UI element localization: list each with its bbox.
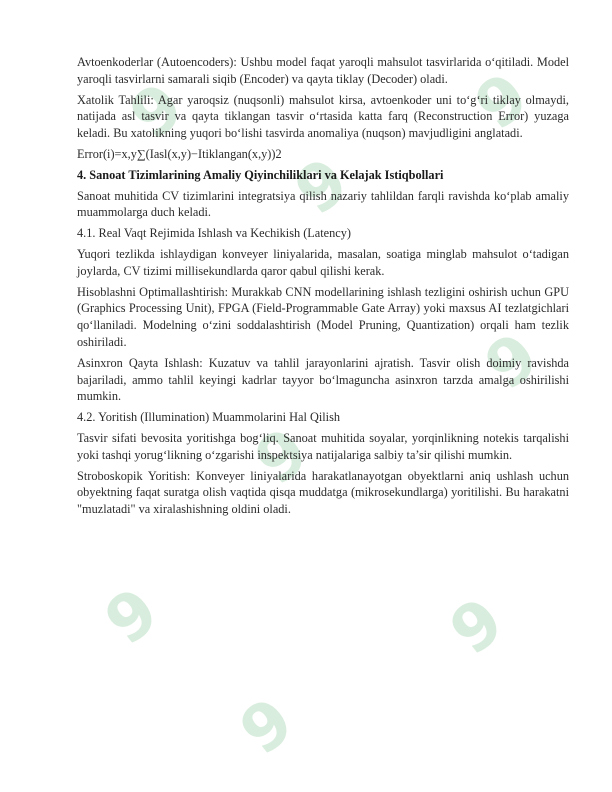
paragraph-section-intro: Sanoat muhitida CV tizimlarini integratsiya qilish nazariy tahlildan farqli ravishda ko‘plab amaliy muammolarga duch keladi.	[77, 188, 569, 220]
watermark-logo: 9	[281, 144, 363, 230]
watermark-logo: 9	[436, 584, 518, 670]
paragraph-image-quality: Tasvir sifati bevosita yoritishga bog‘liq. Sanoat muhitida soyalar, yorqinlikning notekis tarqalishi yoki tashqi yorug‘likning o‘zgarishi inspektsiya natijalariga salbiy ta’sir qilishi mumkin.	[77, 430, 569, 462]
paragraph-error-analysis: Xatolik Tahlili: Agar yaroqsiz (nuqsonli) mahsulot kirsa, avtoenkoder uni to‘g‘ri tiklay olmaydi, natijada asl tasvir va qayta tiklangan tasvir o‘rtasida katta farq (Reconstruction Error) yuzaga keladi. Bu xatolikning yuqori bo‘lishi tasvirda anomaliya (nuqson) mavjudligini anglatadi.	[77, 92, 569, 141]
watermark-logo: 9	[91, 574, 173, 660]
paragraph-strobe-lighting: Stroboskopik Yoritish: Konveyer liniyalarida harakatlanayotgan obyektlarni aniq ushlash uchun obyektning faqat suratga olish vaqtida qisqa muddatga (mikrosekundlarga) yoritilishi. Bu harakatni "muzlatadi" va xiralashishning oldini oladi.	[77, 468, 569, 517]
watermark-logo: 9	[461, 59, 543, 145]
subsection-heading-4-2: 4.2. Yoritish (Illumination) Muammolarini Hal Qilish	[77, 410, 341, 425]
watermark-logo: 9	[471, 319, 553, 405]
paragraph-autoencoders: Avtoenkoderlar (Autoencoders): Ushbu model faqat yaroqli mahsulot tasvirlarida o‘qitiladi. Model yaroqli tasvirlarni samarali siqib (Encoder) va qayta tiklay (Decoder) oladi.	[77, 55, 569, 86]
subsection-heading-4-1: 4.1. Real Vaqt Rejimida Ishlash va Kechikish (Latency)	[77, 226, 351, 241]
formula-reconstruction-error: Error(i)=x,y∑(Iasl(x,y)−Itiklangan(x,y))2	[77, 146, 282, 161]
paragraph-compute-optimization: Hisoblashni Optimallashtirish: Murakkab CNN modellarining ishlash tezligini oshirish uchun GPU (Graphics Processing Unit), FPGA (Field-Programmable Gate Array) yoki maxsus AI tezlatgichlari qo‘llaniladi. Modelning o‘zini soddalashtirish (Model Pruning, Quantization) orqali ham tezlik oshiriladi.	[77, 284, 569, 349]
watermark-logo: 9	[116, 69, 198, 155]
paragraph-conveyor-speed: Yuqori tezlikda ishlaydigan konveyer liniyalarida, masalan, soatiga minglab mahsulot o‘tadigan joylarda, CV tizimi millisekundlarda qaror qabul qilishi kerak.	[77, 246, 569, 278]
document-body	[77, 54, 569, 522]
watermark-logo: 9	[241, 414, 323, 500]
watermark-logo: 9	[226, 684, 308, 770]
paragraph-async-processing: Asinxron Qayta Ishlash: Kuzatuv va tahlil jarayonlarini ajratish. Tasvir olish doimiy ravishda bajariladi, ammo tahlil keyingi kadrlar tayyor bo‘lmaguncha asinxron tarzda amalga oshirilishi mumkin.	[77, 355, 569, 404]
section-heading-4: 4. Sanoat Tizimlarining Amaliy Qiyinchiliklari va Kelajak Istiqbollari	[77, 167, 444, 182]
